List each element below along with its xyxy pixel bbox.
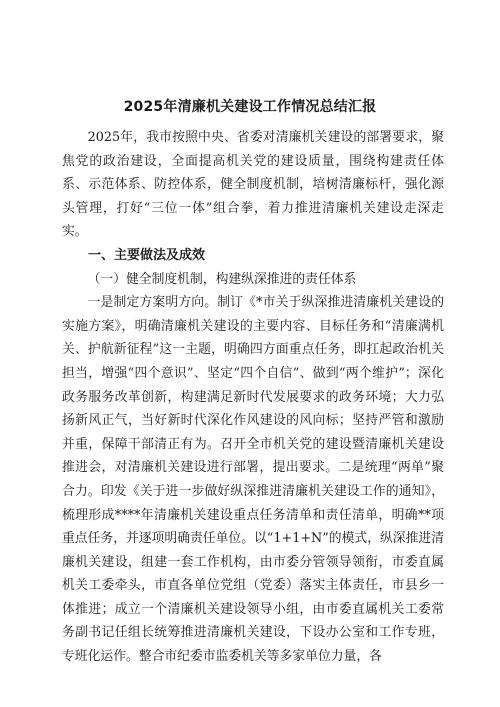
body-paragraph: 一是制定方案明方向。制订《*市关于纵深推进清廉机关建设的实施方案》，明确清廉机关建设的主要内容、目标任务和“清廉满机关、护航新征程”这一主题，明确四方面重点任务，即扛起政治机关担当，增强“四个意识”、坚定“四个自信”、做到“两个维护”；深化政务服务改革创新，构建满足新时代发展要求的政务环境；大力弘扬新风正气，当好新时代深化作风建设的风向标；坚持严管和激励并重，保障干部清正有为。召开全市机关党的建设暨清廉机关建设推进会，对清廉机关建设进行部署，提出要求。二是统理“两单”聚合力。印发《关于进一步做好纵深推进清廉机关建设工作的通知》，梳理形成****年清廉机关建设重点任务清单和责任清单，明确**项重点任务，并逐项明确责任单位。以“1+1+N”的模式，纵深推进清廉机关建设，组建一套工作机构，由市委分管领导领衔，市委直属机关工委牵头，市直各单位党组（党委）落实主体责任，市县乡一体推进；成立一个清廉机关建设领导小组，由市委直属机关工委常务副书记任组长统筹推进清廉机关建设，下设办公室和工作专班，专班化运作。整合市纪委市监委机关等多家单位力量，各 (62, 295, 444, 665)
subsection-heading: （一）健全制度机制，构建纵深推进的责任体系 (87, 271, 357, 287)
section-heading: 一、主要做法及成效 (88, 247, 206, 263)
document-body (62, 122, 444, 669)
intro-paragraph: 2025年，我市按照中央、省委对清廉机关建设的部署要求，聚焦党的政治建设，全面提高机关党的建设质量，围绕构建责任体系、示范体系、防控体系，健全制度机制，培树清廉标杆，强化源头管理，打好“三位一体”组合拳，着力推进清廉机关建设走深走实。 (62, 130, 444, 240)
document-title: 2025年清廉机关建设工作情况总结汇报 (123, 99, 377, 115)
